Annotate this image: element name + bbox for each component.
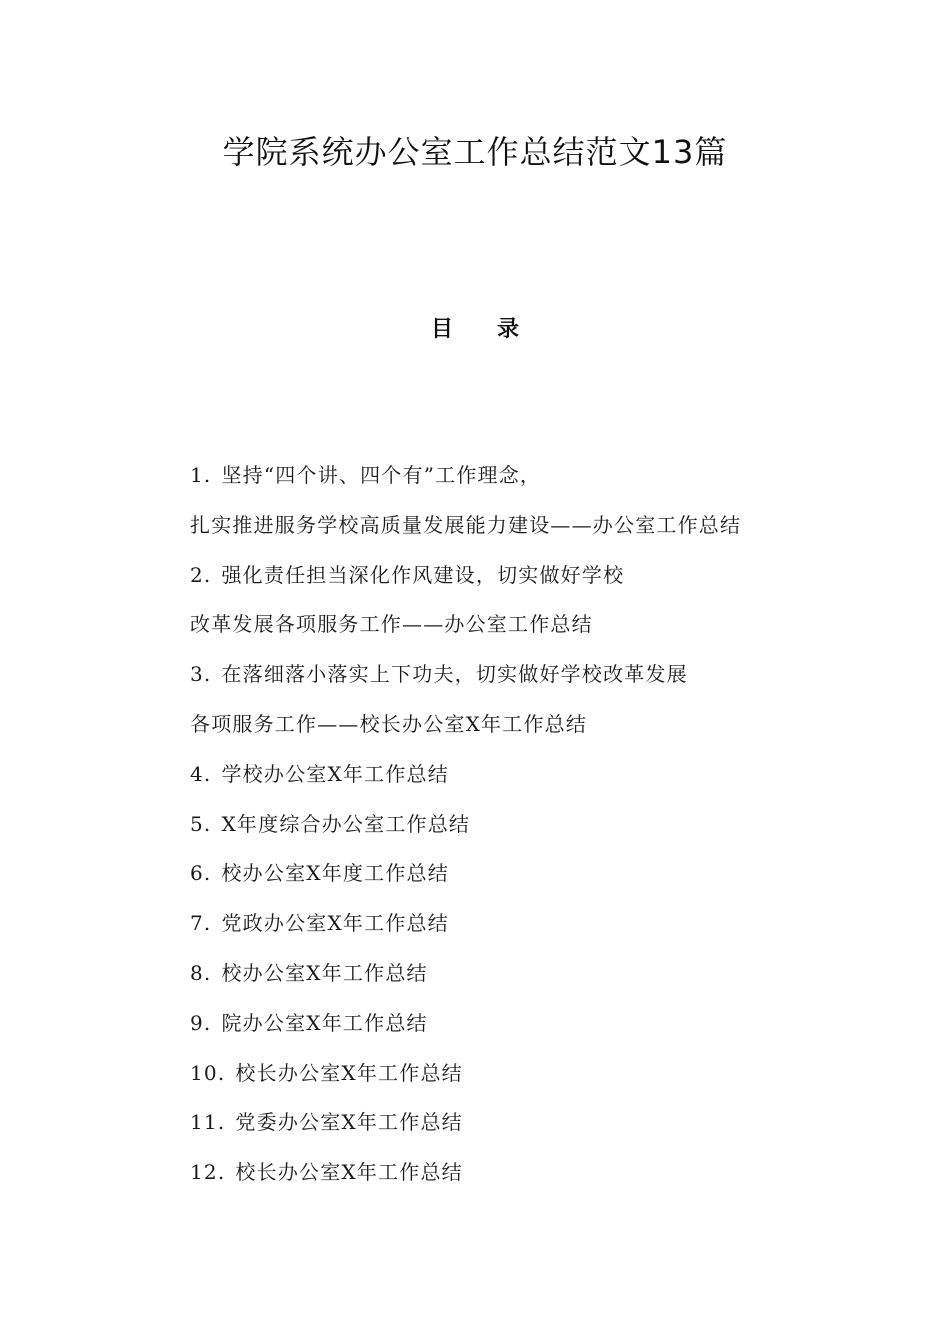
toc-entry-number: 10. (190, 1060, 226, 1085)
toc-entry-text: 校办公室X年工作总结 (221, 960, 428, 985)
toc-entry (190, 1055, 890, 1105)
toc-entry-text: 院办公室X年工作总结 (221, 1010, 428, 1035)
toc-entry-continuation (190, 606, 890, 656)
toc-entry-text: 校办公室X年度工作总结 (221, 861, 449, 886)
document-title: 学院系统办公室工作总结范文13篇 (222, 133, 728, 171)
toc-entry-number: 2. (190, 562, 212, 587)
toc-entry (190, 457, 890, 507)
toc-entry-text: 坚持“四个讲、四个有”工作理念， (221, 463, 542, 487)
toc-entry (190, 806, 890, 856)
toc-entry-text: 在落细落小落实上下功夫，切实做好学校改革发展 (221, 662, 688, 687)
toc-entry-text: 改革发展各项服务工作——办公室工作总结 (190, 612, 593, 637)
toc-entry-number: 9. (190, 1010, 212, 1035)
toc-entry-text: 各项服务工作——校长办公室X年工作总结 (190, 711, 588, 736)
toc-entry-number: 12. (190, 1160, 226, 1185)
toc-entry (190, 955, 890, 1005)
toc-entry-number: 3. (190, 662, 212, 687)
toc-entry-continuation (190, 507, 890, 557)
toc-entry-text: 扎实推进服务学校高质量发展能力建设——办公室工作总结 (190, 512, 742, 537)
toc-entry-text: X年度综合办公室工作总结 (221, 811, 471, 836)
toc-entry-number: 5. (190, 811, 212, 836)
toc-entry-text: 强化责任担当深化作风建设，切实做好学校 (221, 562, 625, 587)
toc-entry-number: 8. (190, 960, 212, 985)
toc-entry (190, 905, 890, 955)
toc-entry (190, 557, 890, 607)
toc-entry (190, 656, 890, 706)
table-of-contents (190, 457, 890, 1204)
toc-entry (190, 855, 890, 905)
toc-entry-continuation (190, 706, 890, 756)
toc-entry-text: 党政办公室X年工作总结 (221, 911, 449, 936)
toc-entry (190, 1104, 890, 1154)
toc-entry (190, 1154, 890, 1204)
toc-entry-text: 党委办公室X年工作总结 (235, 1110, 463, 1135)
toc-entry-text: 校长办公室X年工作总结 (235, 1060, 463, 1085)
toc-entry-number: 1. (190, 463, 212, 487)
toc-entry (190, 756, 890, 806)
toc-entry (190, 1005, 890, 1055)
toc-heading: 目录 (430, 316, 563, 342)
toc-entry-text: 校长办公室X年工作总结 (235, 1160, 463, 1185)
toc-entry-number: 4. (190, 761, 212, 786)
toc-entry-number: 6. (190, 861, 212, 886)
toc-entry-number: 11. (190, 1110, 226, 1135)
toc-entry-number: 7. (190, 911, 212, 936)
toc-entry-text: 学校办公室X年工作总结 (221, 761, 449, 786)
